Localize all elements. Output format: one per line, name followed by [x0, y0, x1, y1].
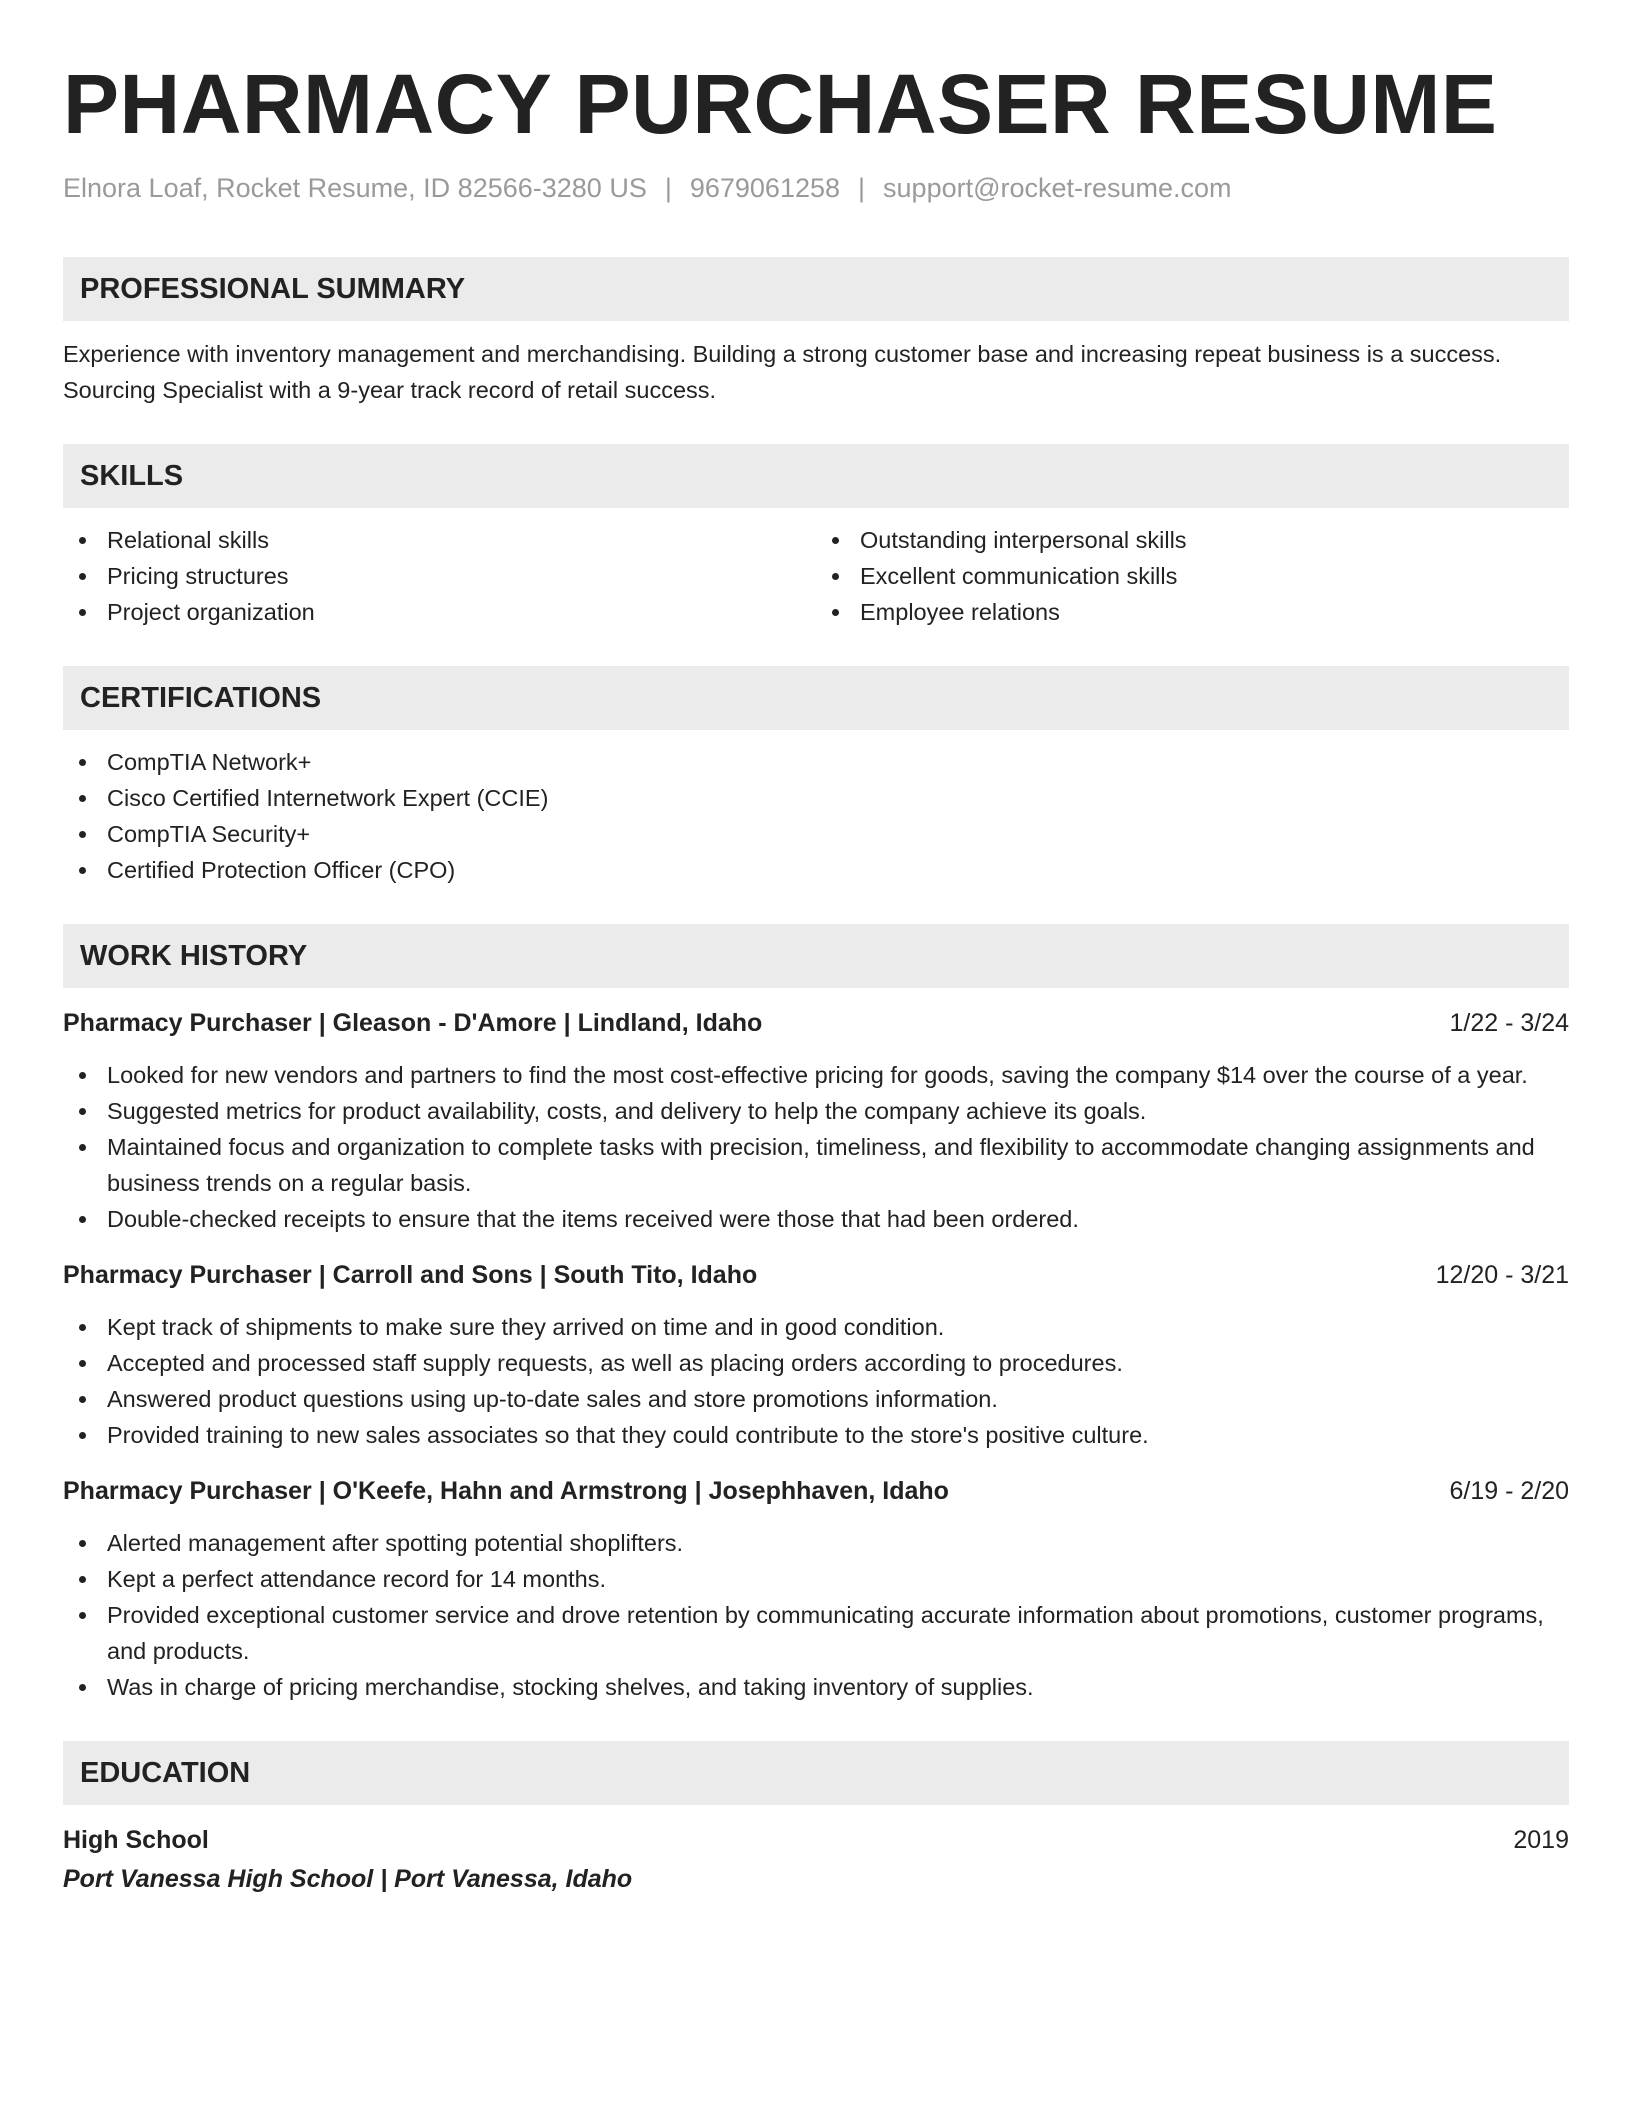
job-bullet: Provided exceptional customer service and drove retention by communicating accurate information about promotions, customer programs, and products. [63, 1597, 1569, 1669]
job-bullets [63, 1525, 1569, 1705]
skill-item: Excellent communication skills [816, 558, 1569, 594]
job-entry [63, 1473, 1569, 1705]
contact-address: Elnora Loaf, Rocket Resume, ID 82566-3280 US [63, 173, 647, 203]
education-school: Port Vanessa High School | Port Vanessa, Idaho [63, 1865, 633, 1893]
skill-item: Project organization [63, 594, 816, 630]
skills-column-right [816, 522, 1569, 630]
contact-email: support@rocket-resume.com [883, 173, 1232, 203]
contact-phone: 9679061258 [689, 173, 841, 203]
job-header [63, 1257, 1569, 1293]
skill-item: Relational skills [63, 522, 816, 558]
skill-item: Outstanding interpersonal skills [816, 522, 1569, 558]
job-bullet: Maintained focus and organization to complete tasks with precision, timeliness, and flexibility to accommodate changing assignments and business trends on a regular basis. [63, 1129, 1569, 1201]
resume-title: PHARMACY PURCHASER RESUME [63, 57, 1498, 151]
summary-heading: PROFESSIONAL SUMMARY [63, 257, 1569, 321]
job-entry [63, 1005, 1569, 1237]
job-bullet: Provided training to new sales associates so that they could contribute to the store's positive culture. [63, 1417, 1569, 1453]
education-heading: EDUCATION [63, 1741, 1569, 1805]
education-header [63, 1822, 1569, 1858]
job-entry [63, 1257, 1569, 1453]
summary-text: Experience with inventory management and merchandising. Building a strong customer base and increasing repeat business is a success. Sourcing Specialist with a 9-year track record of retail success. [63, 341, 1502, 403]
job-bullet: Double-checked receipts to ensure that the items received were those that had been ordered. [63, 1201, 1569, 1237]
certification-item: CompTIA Network+ [63, 744, 1569, 780]
job-bullet: Kept track of shipments to make sure they arrived on time and in good condition. [63, 1309, 1569, 1345]
skill-item: Employee relations [816, 594, 1569, 630]
certification-item: Certified Protection Officer (CPO) [63, 852, 1569, 888]
job-bullet: Alerted management after spotting potential shoplifters. [63, 1525, 1569, 1561]
contact-separator: | [664, 173, 672, 203]
work-history-heading: WORK HISTORY [63, 924, 1569, 988]
job-title: Pharmacy Purchaser | O'Keefe, Hahn and Armstrong | Josephhaven, Idaho [63, 1477, 949, 1505]
job-bullets [63, 1057, 1569, 1237]
job-title: Pharmacy Purchaser | Carroll and Sons | South Tito, Idaho [63, 1261, 758, 1289]
job-header [63, 1473, 1569, 1509]
job-dates: 6/19 - 2/20 [1449, 1477, 1569, 1505]
job-header [63, 1005, 1569, 1041]
job-bullet: Accepted and processed staff supply requests, as well as placing orders according to procedures. [63, 1345, 1569, 1381]
certifications-heading: CERTIFICATIONS [63, 666, 1569, 730]
job-bullet: Kept a perfect attendance record for 14 months. [63, 1561, 1569, 1597]
certification-item: Cisco Certified Internetwork Expert (CCIE) [63, 780, 1569, 816]
certification-item: CompTIA Security+ [63, 816, 1569, 852]
job-bullet: Looked for new vendors and partners to find the most cost-effective pricing for goods, saving the company $14 over the course of a year. [63, 1057, 1569, 1093]
job-bullet: Answered product questions using up-to-date sales and store promotions information. [63, 1381, 1569, 1417]
education-degree: High School [63, 1826, 209, 1854]
job-bullet: Was in charge of pricing merchandise, stocking shelves, and taking inventory of supplies. [63, 1669, 1569, 1705]
certifications-list [63, 744, 1569, 888]
job-bullet: Suggested metrics for product availability, costs, and delivery to help the company achieve its goals. [63, 1093, 1569, 1129]
skills-list [63, 522, 1569, 630]
job-dates: 1/22 - 3/24 [1449, 1009, 1569, 1037]
skill-item: Pricing structures [63, 558, 816, 594]
skills-column-left [63, 522, 816, 630]
job-dates: 12/20 - 3/21 [1435, 1261, 1569, 1289]
job-title: Pharmacy Purchaser | Gleason - D'Amore | Lindland, Idaho [63, 1009, 763, 1037]
education-year: 2019 [1513, 1826, 1569, 1854]
job-bullets [63, 1309, 1569, 1453]
contact-separator: | [858, 173, 866, 203]
contact-line [63, 170, 1569, 206]
skills-heading: SKILLS [63, 444, 1569, 508]
